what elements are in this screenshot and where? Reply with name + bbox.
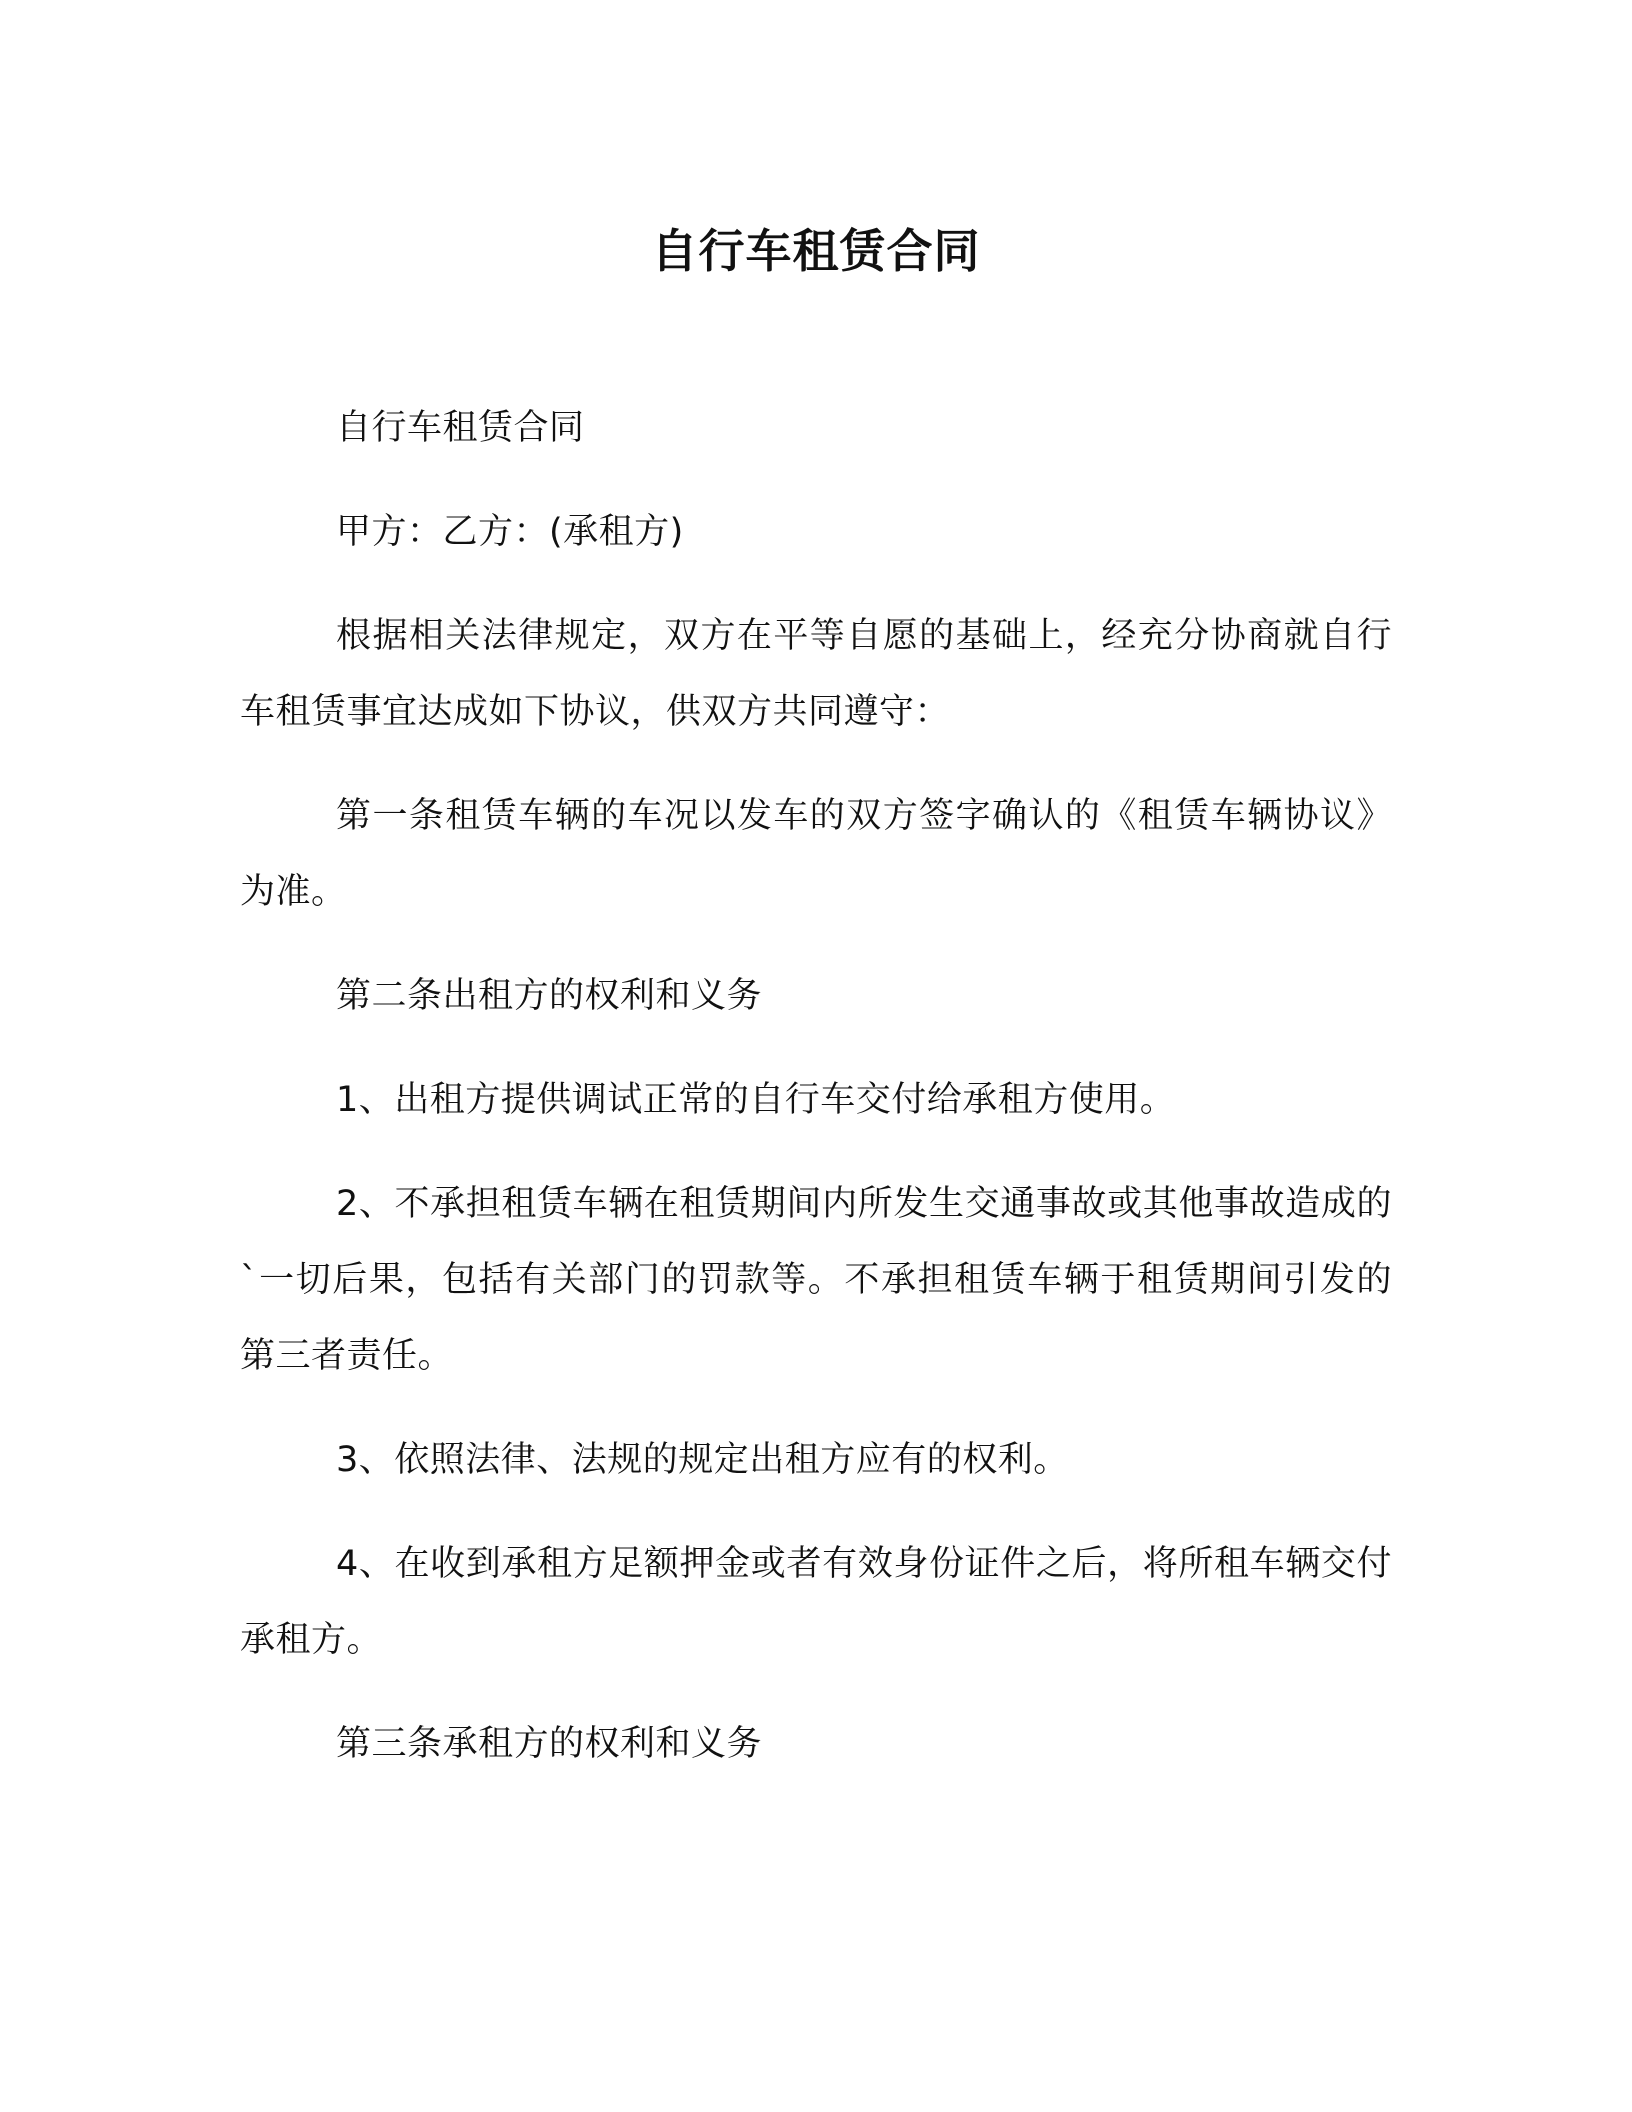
paragraph-contract-name: 自行车租赁合同 [336,408,585,448]
document-body [240,390,1392,1810]
paragraph-preamble: 根据相关法律规定，双方在平等自愿的基础上，经充分协商就自行车租赁事宜达成如下协议，供双方共同遵守： [240,616,1392,732]
paragraph-article-1: 第一条租赁车辆的车况以发车的双方签字确认的《租赁车辆协议》为准。 [240,796,1392,912]
paragraph-parties: 甲方：乙方：(承租方) [336,512,684,552]
paragraph-article-2-item-2: 2、不承担租赁车辆在租赁期间内所发生交通事故或其他事故造成的`一切后果，包括有关部门的罚款等。不承担租赁车辆于租赁期间引发的第三者责任。 [240,1184,1392,1376]
paragraph-article-2-item-3: 3、依照法律、法规的规定出租方应有的权利。 [336,1440,1069,1480]
paragraph-article-2-item-1: 1、出租方提供调试正常的自行车交付给承租方使用。 [336,1080,1176,1120]
paragraph-article-2-item-4: 4、在收到承租方足额押金或者有效身份证件之后，将所租车辆交付承租方。 [240,1544,1392,1660]
paragraph-article-3-heading: 第三条承租方的权利和义务 [336,1724,763,1764]
paragraph-article-2-heading: 第二条出租方的权利和义务 [336,976,763,1016]
document-title: 自行车租赁合同 [651,224,981,278]
